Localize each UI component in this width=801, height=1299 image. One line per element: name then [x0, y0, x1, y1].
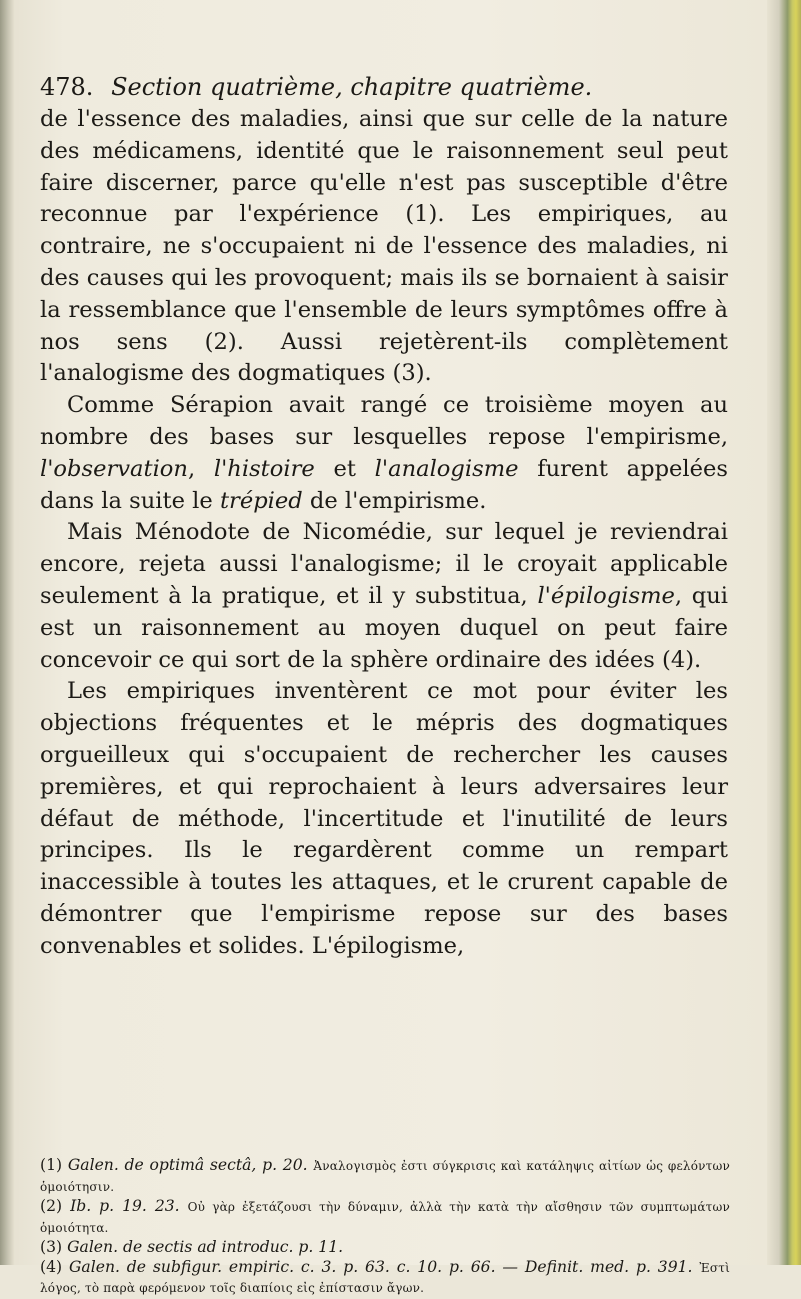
footnote-4: [40, 1258, 730, 1299]
term-epilogisme: l'épilogisme: [537, 582, 675, 609]
paragraph-3: [40, 517, 728, 676]
separator: et: [314, 455, 375, 482]
footnote-reference: Galen. de sectis ad introduc. p. 11.: [67, 1238, 344, 1256]
main-text: [40, 104, 728, 963]
footnote-greek-quote: Ἀναλογισμὸς ἐστι σύγκρισις καὶ κατάληψις αἰτίων ὡς φελόντων ὁμοιότησιν.: [40, 1159, 730, 1194]
term-observation: l'observation: [40, 455, 188, 482]
footnote-marker: (1): [40, 1156, 63, 1174]
paragraph-1: de l'essence des maladies, ainsi que sur celle de la nature des médicamens, identité que le raisonnement seul peut faire discerner, parce qu'elle n'est pas susceptible d'être reconnue par l'expérience (1). Les empiriques, au contraire, ne s'occupaient ni de l'essence des maladies, ni des causes qui les provoquent; mais ils se bornaient à saisir la ressemblance que l'ensemble de leurs symptômes offre à nos sens (2). Aussi rejetèrent-ils complètement l'analogisme des dogmatiques (3).: [40, 106, 728, 387]
footnote-reference: Ib. p. 19. 23.: [70, 1197, 180, 1215]
term-histoire: l'histoire: [213, 455, 315, 482]
footnote-marker: (2): [40, 1197, 63, 1215]
paragraph-4: Les empiriques inventèrent ce mot pour éviter les objections fréquentes et le mépris des dogmatiques orgueilleux qui s'occupaient de rechercher les causes premières, et qui reprochaient à leurs adversaires leur défaut de méthode, l'incertitude et l'inutilité de leurs principes. Ils le regardèrent comme un rempart inaccessible à toutes les attaques, et le crurent capable de démontrer que l'empirisme repose sur des bases convenables et solides. L'épilogisme,: [40, 678, 728, 959]
running-header: [40, 70, 720, 104]
paragraph-3-text: Mais Ménodote de Nicomédie, sur lequel je reviendrai encore, rejeta aussi l'analogisme; il le croyait applicable seulement à la pratique, et il y substitua,: [40, 519, 728, 609]
paragraph-3-text: , qui est un raisonnement au moyen duquel on peut faire concevoir ce qui sort de la sphère ordinaire des idées (4).: [40, 582, 728, 673]
separator: ,: [187, 455, 214, 482]
footnote-2: [40, 1197, 730, 1238]
footnote-marker: (4): [40, 1257, 63, 1276]
paragraph-2-text: de l'empirisme.: [302, 487, 487, 514]
paragraph-2-text: furent appelées dans la suite le: [40, 455, 728, 514]
footnote-3: [40, 1238, 730, 1258]
running-title: Section quatrième, chapitre quatrième.: [111, 73, 593, 101]
page-edge-strip: [767, 0, 801, 1265]
page-number: 478.: [40, 73, 94, 101]
page-binding-shadow: [0, 0, 14, 1265]
footnote-1: [40, 1156, 730, 1197]
footnote-greek-quote: Οὐ γὰρ ἐξετάζουσι τὴν δύναμιν, ἀλλὰ τὴν κατὰ τὴν αἴσθησιν τῶν συμπτωμάτων ὁμοιότητα.: [40, 1200, 730, 1235]
paragraph-2-text: Comme Sérapion avait rangé ce troisième moyen au nombre des bases sur lesquelles repose l'empirisme,: [40, 392, 728, 450]
paragraph-2: [40, 390, 728, 517]
footnote-greek-quote: Ἐστὶ λόγος, τὸ παρὰ φερόμενον τοῖς διαπίοις εἰς ἐπίστασιν ἄγων.: [40, 1260, 730, 1295]
term-trepied: trépied: [219, 487, 303, 514]
footnote-reference: Galen. de optimâ sectâ, p. 20.: [67, 1156, 308, 1174]
term-analogisme: l'analogisme: [374, 455, 519, 482]
footnotes: [40, 1156, 730, 1299]
footnote-reference: Galen. de subfigur. empiric. c. 3. p. 63. c. 10. p. 66. — Definit. med. p. 391.: [68, 1257, 693, 1276]
footnote-marker: (3): [40, 1238, 63, 1256]
